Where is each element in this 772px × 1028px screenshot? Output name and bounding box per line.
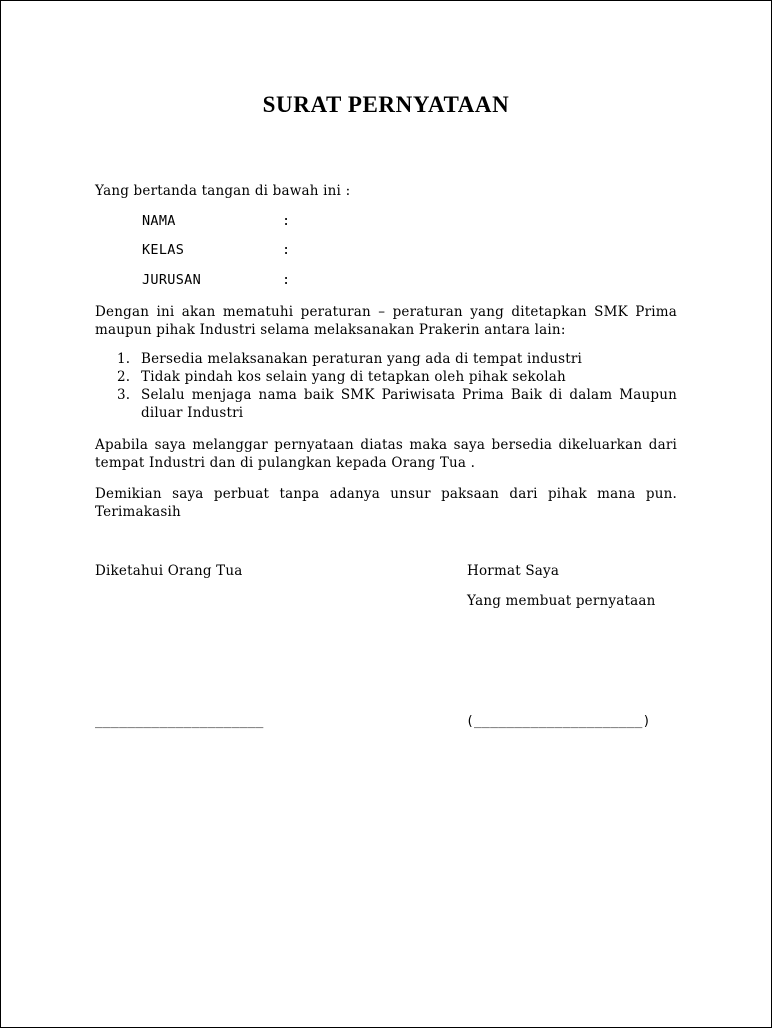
list-item-number: 2. — [117, 369, 131, 385]
rules-list — [95, 350, 677, 422]
list-item-text: Selalu menjaga nama baik SMK Pariwisata Prima Baik di dalam Maupun diluar Industri — [141, 387, 677, 421]
field-separator-jurusan: : — [282, 272, 291, 288]
consequence-paragraph: Apabila saya melanggar pernyataan diatas maka saya bersedia dikeluarkan dari tempat Industri dan di pulangkan kepada Orang Tua . — [95, 437, 677, 471]
signature-line-right: (_____________________) — [466, 714, 651, 729]
closing-paragraph: Demikian saya perbuat tanpa adanya unsur paksaan dari pihak mana pun. Terimakasih — [95, 486, 677, 520]
document-title: SURAT PERNYATAAN — [262, 92, 510, 117]
signature-right-label: Hormat Saya — [467, 563, 560, 579]
list-item-text: Bersedia melaksanakan peraturan yang ada di tempat industri — [141, 351, 583, 367]
signature-right-sublabel: Yang membuat pernyataan — [467, 593, 656, 609]
list-item — [95, 386, 677, 422]
list-item — [95, 368, 677, 386]
field-label-jurusan: JURUSAN — [142, 272, 201, 288]
field-label-nama: NAMA — [142, 213, 176, 229]
list-item — [95, 350, 677, 368]
field-separator-nama: : — [282, 213, 291, 229]
list-item-number: 1. — [117, 351, 131, 367]
signature-line-left: _____________________ — [95, 714, 264, 729]
list-item-text: Tidak pindah kos selain yang di tetapkan oleh pihak sekolah — [141, 369, 566, 385]
field-separator-kelas: : — [282, 242, 291, 258]
intro-text: Yang bertanda tangan di bawah ini : — [95, 183, 351, 199]
signature-left-label: Diketahui Orang Tua — [95, 563, 243, 579]
list-item-number: 3. — [117, 387, 131, 403]
field-label-kelas: KELAS — [142, 242, 185, 258]
statement-paragraph: Dengan ini akan mematuhi peraturan – peraturan yang ditetapkan SMK Prima maupun pihak Industri selama melaksanakan Prakerin antara lain: — [95, 304, 677, 338]
